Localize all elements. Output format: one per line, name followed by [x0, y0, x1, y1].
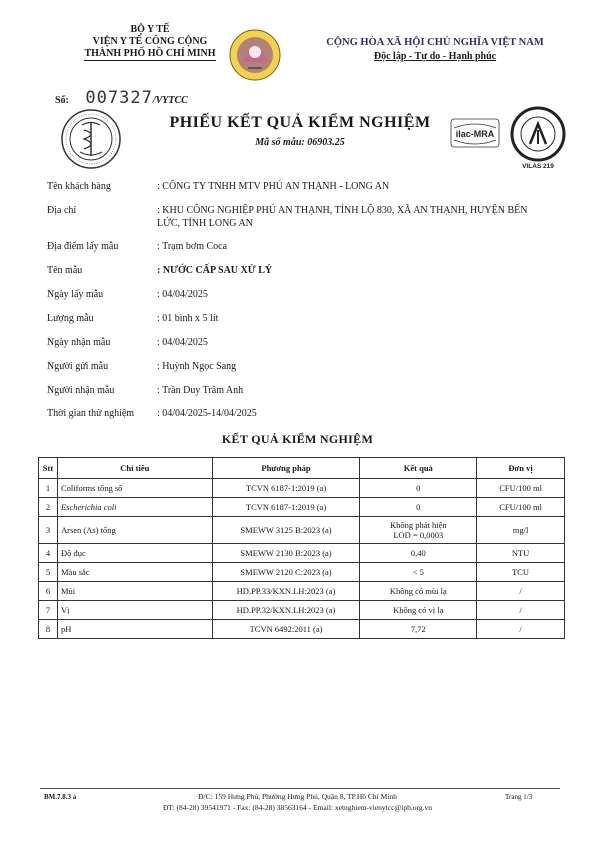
cell-unit: / — [477, 582, 565, 601]
cell-stt: 8 — [39, 620, 58, 639]
results-heading: KẾT QUẢ KIỂM NGHIỆM — [221, 432, 374, 446]
info-key: Lượng mẫu — [47, 313, 94, 324]
cell-parameter: Arsen (As) tổng — [57, 517, 212, 544]
info-value: : NƯỚC CẤP SAU XỬ LÝ — [157, 265, 273, 276]
cell-method: TCVN 6187-1:2019 (a) — [212, 498, 360, 517]
cell-stt: 1 — [39, 479, 58, 498]
issuer-block — [60, 24, 240, 61]
page-number: Trang 1/3 — [505, 793, 533, 801]
cell-result: Không có mùi lạ — [360, 582, 477, 601]
cell-result: Không có vị lạ — [360, 601, 477, 620]
info-row — [47, 384, 557, 397]
info-row — [47, 288, 557, 301]
cell-parameter: Escherichia coli — [57, 498, 212, 517]
info-value: : KHU CÔNG NGHIỆP PHÚ AN THẠNH, TỈNH LỘ 830, XÃ AN THẠNH, HUYỆN BẾN LỨC, TỈNH LONG AN — [157, 205, 528, 229]
footer-address: Đ/C: 159 Hưng Phú, Phường Hưng Phú, Quận 8, TP.Hồ Chí Minh — [198, 792, 397, 801]
table-row — [39, 498, 565, 517]
cell-unit: CFU/100 ml — [477, 479, 565, 498]
cell-unit: TCU — [477, 563, 565, 582]
table-header-row — [39, 458, 565, 479]
cell-parameter: pH — [57, 620, 212, 639]
cell-parameter: Mùi — [57, 582, 212, 601]
info-row — [47, 312, 557, 325]
cell-result: Không phát hiện LOD = 0,0003 — [360, 517, 477, 544]
caduceus-seal-icon — [60, 108, 122, 170]
info-row — [47, 180, 557, 193]
cell-result: 7,72 — [360, 620, 477, 639]
info-key: Thời gian thử nghiệm — [47, 408, 135, 419]
info-value: : CÔNG TY TNHH MTV PHÚ AN THẠNH - LONG AN — [157, 181, 390, 192]
col-header-unit: Đơn vị — [477, 458, 565, 479]
info-key: Ngày lấy mẫu — [47, 289, 104, 300]
info-key: Địa chỉ — [47, 205, 77, 216]
form-code: BM.7.8.3 a — [44, 793, 77, 801]
cell-stt: 3 — [39, 517, 58, 544]
cell-unit: NTU — [477, 544, 565, 563]
table-row — [39, 479, 565, 498]
info-value: : Huỳnh Ngọc Sang — [157, 361, 237, 372]
info-key: Ngày nhận mẫu — [47, 337, 111, 348]
cell-result: 0 — [360, 479, 477, 498]
cell-stt: 7 — [39, 601, 58, 620]
vilas-label: VILAS 219 — [522, 163, 554, 170]
institute-emblem-icon — [228, 28, 282, 82]
cell-unit: / — [477, 601, 565, 620]
national-motto: Độc lập - Tự do - Hạnh phúc — [373, 51, 497, 62]
info-key: Người nhận mẫu — [47, 385, 115, 396]
info-value: : 04/04/2025 — [157, 289, 208, 300]
col-header-stt: Stt — [39, 458, 58, 479]
cell-parameter: Màu sắc — [57, 563, 212, 582]
so-number: 007327 — [85, 88, 153, 108]
info-value: : 04/04/2025-14/04/2025 — [157, 408, 257, 419]
cell-method: SMEWW 2130 B:2023 (a) — [212, 544, 360, 563]
table-row — [39, 563, 565, 582]
cell-method: SMEWW 3125 B:2023 (a) — [212, 517, 360, 544]
footer-divider — [40, 788, 560, 789]
col-header-method: Phương pháp — [212, 458, 360, 479]
issuer-line-2: VIỆN Y TẾ CÔNG CỘNG — [92, 36, 208, 47]
ilac-text: ilac-MRA — [455, 129, 495, 139]
info-row — [47, 360, 557, 373]
table-row — [39, 582, 565, 601]
footer-contact — [100, 791, 495, 813]
issuer-line-3: THÀNH PHỐ HỒ CHÍ MINH — [84, 48, 216, 59]
info-value: : 04/04/2025 — [157, 337, 208, 348]
info-row — [47, 204, 557, 230]
cell-unit: mg/l — [477, 517, 565, 544]
info-key: Tên mẫu — [47, 265, 83, 276]
national-heading — [300, 36, 570, 64]
info-row — [47, 407, 557, 420]
results-table — [38, 457, 565, 639]
cell-method: TCVN 6187-1:2019 (a) — [212, 479, 360, 498]
info-row — [47, 240, 557, 253]
cell-unit: CFU/100 ml — [477, 498, 565, 517]
cell-method: HD.PP.32/KXN.LH:2023 (a) — [212, 601, 360, 620]
table-row — [39, 620, 565, 639]
info-value: : Trần Duy Trâm Anh — [157, 385, 244, 396]
so-label: Số: — [55, 95, 69, 106]
cell-method: TCVN 6492:2011 (a) — [212, 620, 360, 639]
col-header-result: Kết quả — [360, 458, 477, 479]
table-row — [39, 517, 565, 544]
page-title: PHIẾU KẾT QUẢ KIỂM NGHIỆM — [169, 114, 431, 131]
table-row — [39, 544, 565, 563]
table-row — [39, 601, 565, 620]
national-title: CỘNG HÒA XÃ HỘI CHỦ NGHĨA VIỆT NAM — [326, 37, 544, 48]
col-header-parameter: Chỉ tiêu — [57, 458, 212, 479]
info-value: : Trạm bơm Coca — [157, 241, 228, 252]
info-key: Tên khách hàng — [47, 181, 111, 192]
cell-method: SMEWW 2120 C:2023 (a) — [212, 563, 360, 582]
cell-stt: 2 — [39, 498, 58, 517]
cell-method: HD.PP.33/KXN.LH:2023 (a) — [212, 582, 360, 601]
cell-unit: / — [477, 620, 565, 639]
cell-result: < 5 — [360, 563, 477, 582]
cell-parameter: Coliforms tổng số — [57, 479, 212, 498]
so-suffix: /VYTCC — [152, 95, 188, 106]
cell-parameter: Vị — [57, 601, 212, 620]
footer-phone-email: ĐT: (84-28) 39541971 - Fax: (84-28) 38563164 - Email: xetnghiem-vienytcc@iph.org.vn — [162, 803, 433, 812]
info-value: : 01 bình x 5 lít — [157, 313, 219, 324]
cell-result: 0,40 — [360, 544, 477, 563]
info-key: Người gửi mẫu — [47, 361, 109, 372]
vilas-accreditation-icon — [510, 104, 566, 164]
ilac-mra-logo-icon — [450, 118, 500, 148]
issuer-line-1: BỘ Y TẾ — [130, 24, 170, 35]
cell-parameter: Độ đục — [57, 544, 212, 563]
cell-stt: 6 — [39, 582, 58, 601]
info-row — [47, 264, 557, 277]
document-number — [55, 88, 188, 108]
info-key: Địa điểm lấy mẫu — [47, 241, 119, 252]
info-row — [47, 336, 557, 349]
cell-result: 0 — [360, 498, 477, 517]
sample-code: Mã số mẫu: 06903.25 — [255, 137, 345, 148]
cell-stt: 5 — [39, 563, 58, 582]
cell-stt: 4 — [39, 544, 58, 563]
